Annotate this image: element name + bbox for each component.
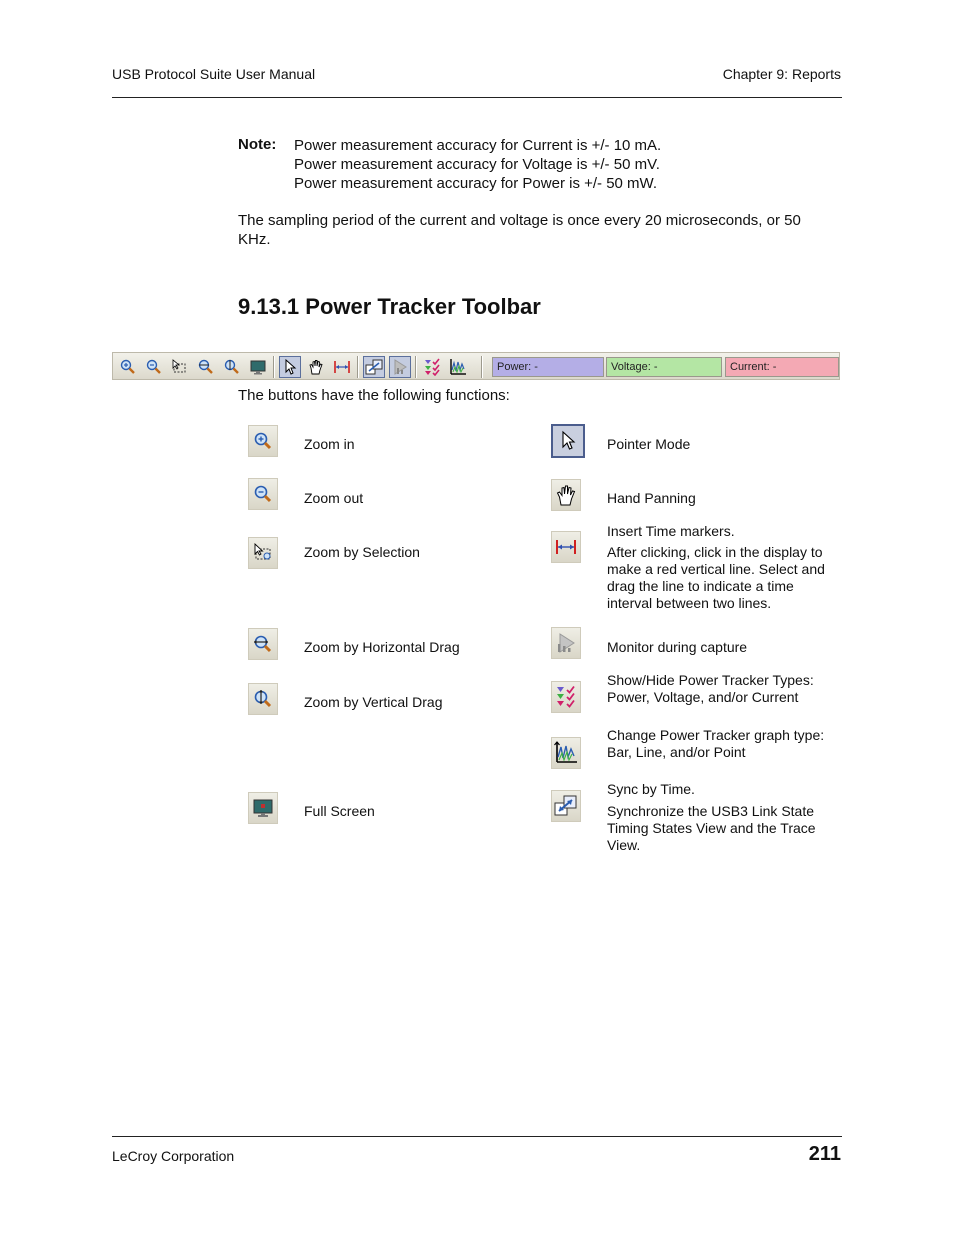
power-meter [492, 357, 604, 377]
toolbar-sync-time-button[interactable] [363, 356, 385, 378]
zoom-horizontal-drag-label: Zoom by Horizontal Drag [304, 639, 460, 655]
power-meter-label: Power: - [497, 361, 538, 373]
show-hide-types-button [551, 681, 581, 713]
pointer-mode-button [551, 424, 585, 458]
header-divider [112, 97, 842, 98]
toolbar-zoom-selection-button[interactable] [169, 356, 191, 378]
toolbar-graph-type-button[interactable] [447, 356, 469, 378]
zoom-vertical-drag-label: Zoom by Vertical Drag [304, 694, 443, 710]
toolbar-separator [481, 356, 483, 378]
note-line: Power measurement accuracy for Current is +/- 10 mA. [294, 137, 662, 154]
footer-divider [112, 1136, 842, 1137]
zoom-out-icon [146, 359, 162, 375]
monitor-capture-button [551, 627, 581, 659]
chapter-title: Chapter 9: Reports [722, 66, 841, 82]
hand-panning-button [551, 479, 581, 511]
current-meter [725, 357, 839, 377]
zoom-vertical-drag-icon [224, 359, 240, 375]
voltage-meter-label: Voltage: - [611, 361, 658, 373]
show-hide-types-label: Show/Hide Power Tracker Types: Power, Voltage, and/or Current [607, 672, 814, 705]
sync-time-title: Sync by Time. [607, 781, 695, 797]
toolbar-full-screen-button[interactable] [247, 356, 269, 378]
time-markers-button [551, 531, 581, 563]
toolbar-separator [273, 356, 275, 378]
monitor-capture-icon [392, 359, 408, 375]
time-markers-description: After clicking, click in the display to make a red vertical line. Select and drag the line to indicate a time interval between two lines. [607, 544, 825, 611]
page-number: 211 [808, 1143, 841, 1165]
time-markers-icon [333, 359, 351, 375]
power-tracker-toolbar [112, 352, 840, 380]
section-title: 9.13.1 Power Tracker Toolbar [238, 294, 541, 319]
sampling-paragraph: The sampling period of the current and voltage is once every 20 microseconds, or 50 KHz. [238, 212, 801, 248]
sync-time-button [551, 790, 581, 822]
time-markers-icon [555, 537, 577, 557]
zoom-selection-icon [252, 543, 274, 563]
toolbar-time-markers-button[interactable] [331, 356, 353, 378]
toolbar-monitor-capture-button[interactable] [389, 356, 411, 378]
toolbar-pointer-button[interactable] [279, 356, 301, 378]
toolbar-show-hide-types-button[interactable] [421, 356, 443, 378]
pointer-icon [283, 359, 297, 375]
zoom-in-button [248, 425, 278, 457]
zoom-in-icon [120, 359, 136, 375]
toolbar-zoom-vertical-button[interactable] [221, 356, 243, 378]
toolbar-separator [415, 356, 417, 378]
voltage-meter [606, 357, 722, 377]
zoom-out-label: Zoom out [304, 490, 364, 506]
toolbar-zoom-out-button[interactable] [143, 356, 165, 378]
zoom-selection-label: Zoom by Selection [304, 544, 420, 560]
zoom-out-button [248, 478, 278, 510]
monitor-capture-icon [555, 632, 577, 654]
note-lines [294, 136, 661, 193]
zoom-horizontal-drag-icon [198, 359, 214, 375]
show-hide-types-icon [555, 685, 577, 709]
zoom-horizontal-drag-icon [253, 634, 273, 654]
sync-time-icon [365, 359, 383, 375]
current-meter-label: Current: - [730, 361, 777, 373]
sync-time-description: Synchronize the USB3 Link State Timing States View and the Trace View. [607, 803, 816, 853]
show-hide-types-icon [423, 358, 441, 376]
graph-type-icon [449, 358, 467, 376]
toolbar-zoom-horizontal-button[interactable] [195, 356, 217, 378]
intro-text: The buttons have the following functions: [238, 387, 510, 404]
toolbar-zoom-in-button[interactable] [117, 356, 139, 378]
note-line: Power measurement accuracy for Power is +/- 50 mW. [294, 175, 658, 192]
monitor-capture-label: Monitor during capture [607, 639, 748, 655]
full-screen-label: Full Screen [304, 803, 375, 819]
zoom-horizontal-drag-button [248, 628, 278, 660]
note-line: Power measurement accuracy for Voltage is +/- 50 mV. [294, 156, 660, 173]
toolbar-hand-button[interactable] [305, 356, 327, 378]
graph-type-icon [554, 741, 578, 765]
sync-time-icon [554, 795, 578, 817]
zoom-vertical-drag-icon [253, 689, 273, 709]
note-label: Note: [238, 136, 277, 153]
hand-icon [555, 484, 577, 506]
hand-icon [308, 359, 324, 375]
zoom-vertical-drag-button [248, 683, 278, 715]
full-screen-button [248, 792, 278, 824]
zoom-selection-icon [171, 359, 189, 375]
graph-type-button [551, 737, 581, 769]
graph-type-label: Change Power Tracker graph type: Bar, Line, and/or Point [607, 727, 825, 760]
pointer-icon [559, 430, 577, 452]
footer-company: LeCroy Corporation [112, 1148, 235, 1164]
zoom-out-icon [253, 484, 273, 504]
full-screen-icon [253, 798, 273, 818]
zoom-selection-button [248, 537, 278, 569]
manual-title: USB Protocol Suite User Manual [112, 66, 316, 82]
zoom-in-label: Zoom in [304, 436, 355, 452]
toolbar-separator [357, 356, 359, 378]
full-screen-icon [250, 359, 266, 375]
time-markers-title: Insert Time markers. [607, 523, 735, 539]
zoom-in-icon [253, 431, 273, 451]
hand-panning-label: Hand Panning [607, 490, 696, 506]
pointer-mode-label: Pointer Mode [607, 436, 691, 452]
